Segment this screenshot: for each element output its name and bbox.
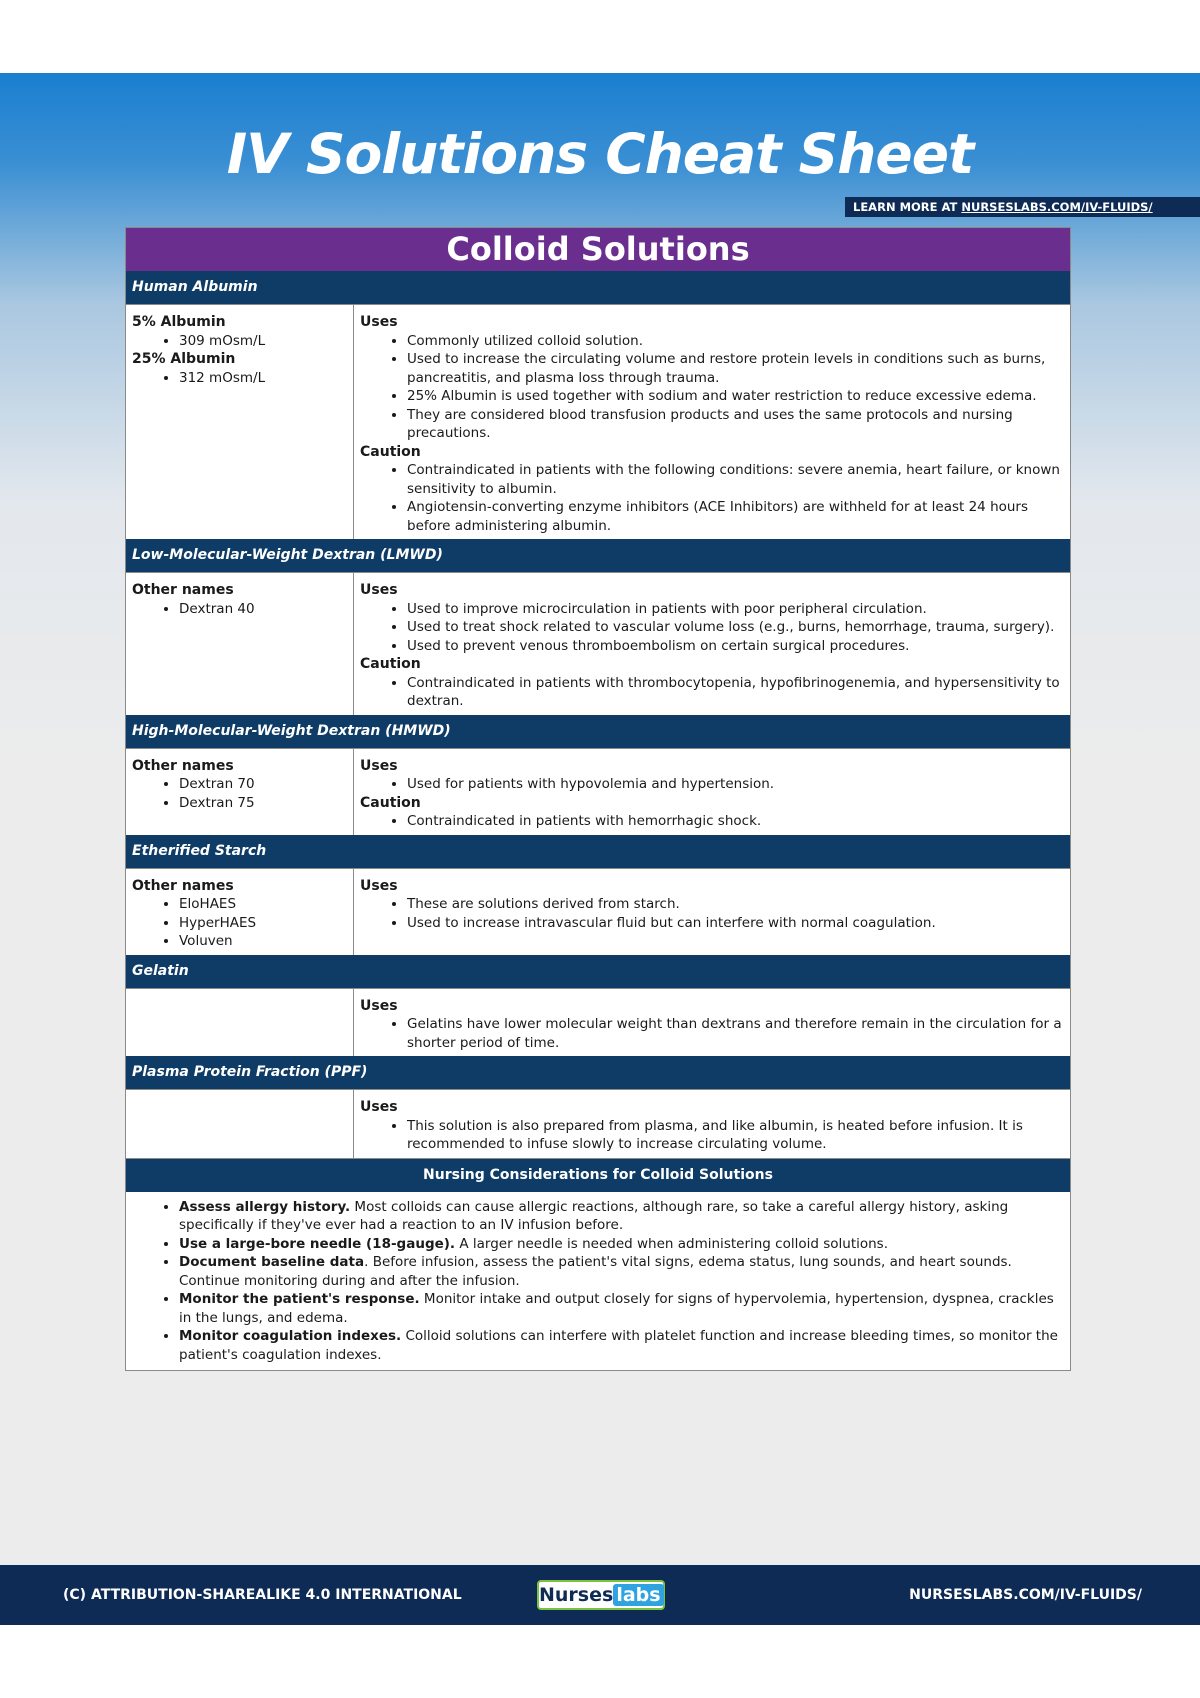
footer-bar — [0, 1565, 1200, 1625]
section-header: Etherified Starch — [126, 835, 1070, 868]
uses-label: Uses — [360, 314, 398, 330]
section-left-column — [126, 573, 354, 715]
left-group-item: • 312 mOsm/L — [179, 369, 347, 388]
uses-item: • They are considered blood transfusion products and uses the same protocols and nursing precautions. — [407, 406, 1062, 443]
left-group-title: Other names — [132, 582, 234, 598]
left-group-list — [132, 775, 347, 812]
page-title: IV Solutions Cheat Sheet — [226, 122, 974, 186]
section-row — [126, 988, 1070, 1057]
caution-label: Caution — [360, 656, 421, 672]
uses-label: Uses — [360, 997, 398, 1014]
nursing-item — [179, 1198, 1060, 1235]
logo-text-labs: labs — [613, 1584, 663, 1606]
nursing-considerations-header: Nursing Considerations for Colloid Solutions — [126, 1158, 1070, 1192]
uses-item: • 25% Albumin is used together with sodium and water restriction to reduce excessive edema. — [407, 387, 1062, 406]
sections-container — [126, 271, 1070, 1158]
nursing-item-heading: Monitor the patient's response. — [179, 1291, 420, 1307]
caution-label: Caution — [360, 443, 421, 460]
uses-list — [360, 895, 1062, 932]
section-row — [126, 1089, 1070, 1158]
nursing-item-heading: Use a large-bore needle (18-gauge). — [179, 1235, 456, 1252]
caution-item: • Contraindicated in patients with the following conditions: severe anemia, heart failure, or known sensitivity to albumin. — [407, 461, 1062, 498]
left-group-title: Other names — [132, 757, 234, 774]
uses-item: • Used to prevent venous thromboembolism on certain surgical procedures. — [407, 637, 1062, 656]
uses-label: Uses — [360, 1099, 398, 1115]
uses-label: Uses — [360, 757, 398, 774]
learn-more-link[interactable]: NURSESLABS.COM/IV-FLUIDS/ — [961, 200, 1153, 214]
caution-label: Caution — [360, 794, 421, 811]
caution-item: • Contraindicated in patients with hemorrhagic shock. — [407, 812, 1062, 831]
left-group-title: 25% Albumin — [132, 351, 236, 367]
nursing-item — [179, 1235, 1060, 1254]
caution-list — [360, 812, 1062, 831]
license-text: (C) ATTRIBUTION-SHAREALIKE 4.0 INTERNATIONAL — [63, 1587, 462, 1603]
section-left-column — [126, 989, 354, 1057]
table-banner: Colloid Solutions — [126, 228, 1070, 271]
left-group-list — [132, 369, 347, 388]
nursing-item — [179, 1253, 1060, 1290]
section-row — [126, 304, 1070, 539]
section-header: High-Molecular-Weight Dextran (HMWD) — [126, 715, 1070, 748]
left-group-title: 5% Albumin — [132, 314, 226, 330]
caution-list — [360, 461, 1062, 535]
left-group-item: • Dextran 70 — [179, 775, 347, 794]
section-left-column — [126, 305, 354, 539]
uses-item: • Gelatins have lower molecular weight than dextrans and therefore remain in the circulation for a shorter period of time. — [407, 1015, 1062, 1052]
nursing-item-text: Colloid solutions can interfere with platelet function and increase bleeding times, so monitor the patient's coagulation indexes. — [179, 1328, 1058, 1363]
left-group-item: • Dextran 75 — [179, 794, 347, 813]
uses-label: Uses — [360, 877, 398, 894]
section-row — [126, 572, 1070, 715]
left-group-list — [132, 895, 347, 951]
section-right-column — [354, 749, 1070, 835]
section-row — [126, 868, 1070, 955]
logo-text-nurses: Nurses — [539, 1584, 614, 1606]
left-group-title: Other names — [132, 877, 234, 894]
uses-item: • Used to improve microcirculation in patients with poor peripheral circulation. — [407, 600, 1062, 619]
uses-item: • Used to increase intravascular fluid but can interfere with normal coagulation. — [407, 914, 1062, 933]
left-group-item: • Dextran 40 — [179, 600, 347, 619]
uses-label: Uses — [360, 582, 398, 598]
nursing-item — [179, 1290, 1060, 1327]
learn-more-label: LEARN MORE AT — [853, 200, 962, 214]
uses-item: • Used for patients with hypovolemia and hypertension. — [407, 775, 1062, 794]
nursing-item — [179, 1327, 1060, 1364]
nursing-item-text: . Before infusion, assess the patient's vital signs, edema status, lung sounds, and heart sounds. Continue monitoring during and after the infusion. — [179, 1254, 1012, 1289]
uses-list — [360, 1015, 1062, 1052]
uses-item: • Used to increase the circulating volume and restore protein levels in conditions such as burns, pancreatitis, and plasma loss through trauma. — [407, 350, 1062, 387]
section-right-column — [354, 869, 1070, 955]
top-margin — [0, 0, 1200, 73]
footer-url-link[interactable]: NURSESLABS.COM/IV-FLUIDS/ — [909, 1587, 1142, 1603]
left-group-item: • HyperHAES — [179, 914, 347, 933]
section-header: Gelatin — [126, 955, 1070, 988]
section-right-column — [354, 1090, 1070, 1158]
uses-list — [360, 332, 1062, 443]
section-right-column — [354, 989, 1070, 1057]
left-group-item: • Voluven — [179, 932, 347, 951]
uses-item: • These are solutions derived from starch. — [407, 895, 1062, 914]
section-right-column — [354, 305, 1070, 539]
cheat-sheet-table — [125, 227, 1071, 1371]
nursing-considerations-list — [132, 1198, 1060, 1365]
uses-item: • This solution is also prepared from plasma, and like albumin, is heated before infusion. It is recommended to infuse slowly to increase circulating volume. — [407, 1117, 1062, 1154]
nursing-item-text: A larger needle is needed when administering colloid solutions. — [455, 1235, 889, 1252]
section-left-column — [126, 869, 354, 955]
nursing-considerations-body — [126, 1192, 1070, 1371]
caution-item: • Contraindicated in patients with thrombocytopenia, hypofibrinogenemia, and hypersensitivity to dextran. — [407, 674, 1062, 711]
section-header: Low-Molecular-Weight Dextran (LMWD) — [126, 539, 1070, 572]
section-left-column — [126, 749, 354, 835]
section-header: Human Albumin — [126, 271, 1070, 304]
uses-list — [360, 600, 1062, 656]
nurseslabs-logo[interactable] — [537, 1580, 665, 1610]
nursing-item-text: Most colloids can cause allergic reactions, although rare, so take a careful allergy history, asking specifically if they've ever had a reaction to an IV infusion before. — [179, 1198, 1009, 1233]
uses-item: • Commonly utilized colloid solution. — [407, 332, 1062, 351]
section-right-column — [354, 573, 1070, 715]
left-group-item: • EloHAES — [179, 895, 347, 914]
uses-item: • Used to treat shock related to vascular volume loss (e.g., burns, hemorrhage, trauma, surgery). — [407, 618, 1062, 637]
uses-list — [360, 775, 1062, 794]
bottom-margin — [0, 1625, 1200, 1698]
learn-more-bar — [845, 197, 1200, 217]
nursing-item-heading: Document baseline data — [179, 1254, 365, 1270]
caution-list — [360, 674, 1062, 711]
caution-item: • Angiotensin-converting enzyme inhibitors (ACE Inhibitors) are withheld for at least 24 hours before administering albumin. — [407, 498, 1062, 535]
left-group-list — [132, 600, 347, 619]
uses-list — [360, 1117, 1062, 1154]
nursing-item-heading: Assess allergy history. — [179, 1198, 351, 1215]
nursing-item-heading: Monitor coagulation indexes. — [179, 1328, 402, 1344]
nursing-item-text: Monitor intake and output closely for signs of hypervolemia, hypertension, dyspnea, crackles in the lungs, and edema. — [179, 1291, 1054, 1326]
section-header: Plasma Protein Fraction (PPF) — [126, 1056, 1070, 1089]
section-left-column — [126, 1090, 354, 1158]
left-group-item: • 309 mOsm/L — [179, 332, 347, 351]
section-row — [126, 748, 1070, 835]
left-group-list — [132, 332, 347, 351]
